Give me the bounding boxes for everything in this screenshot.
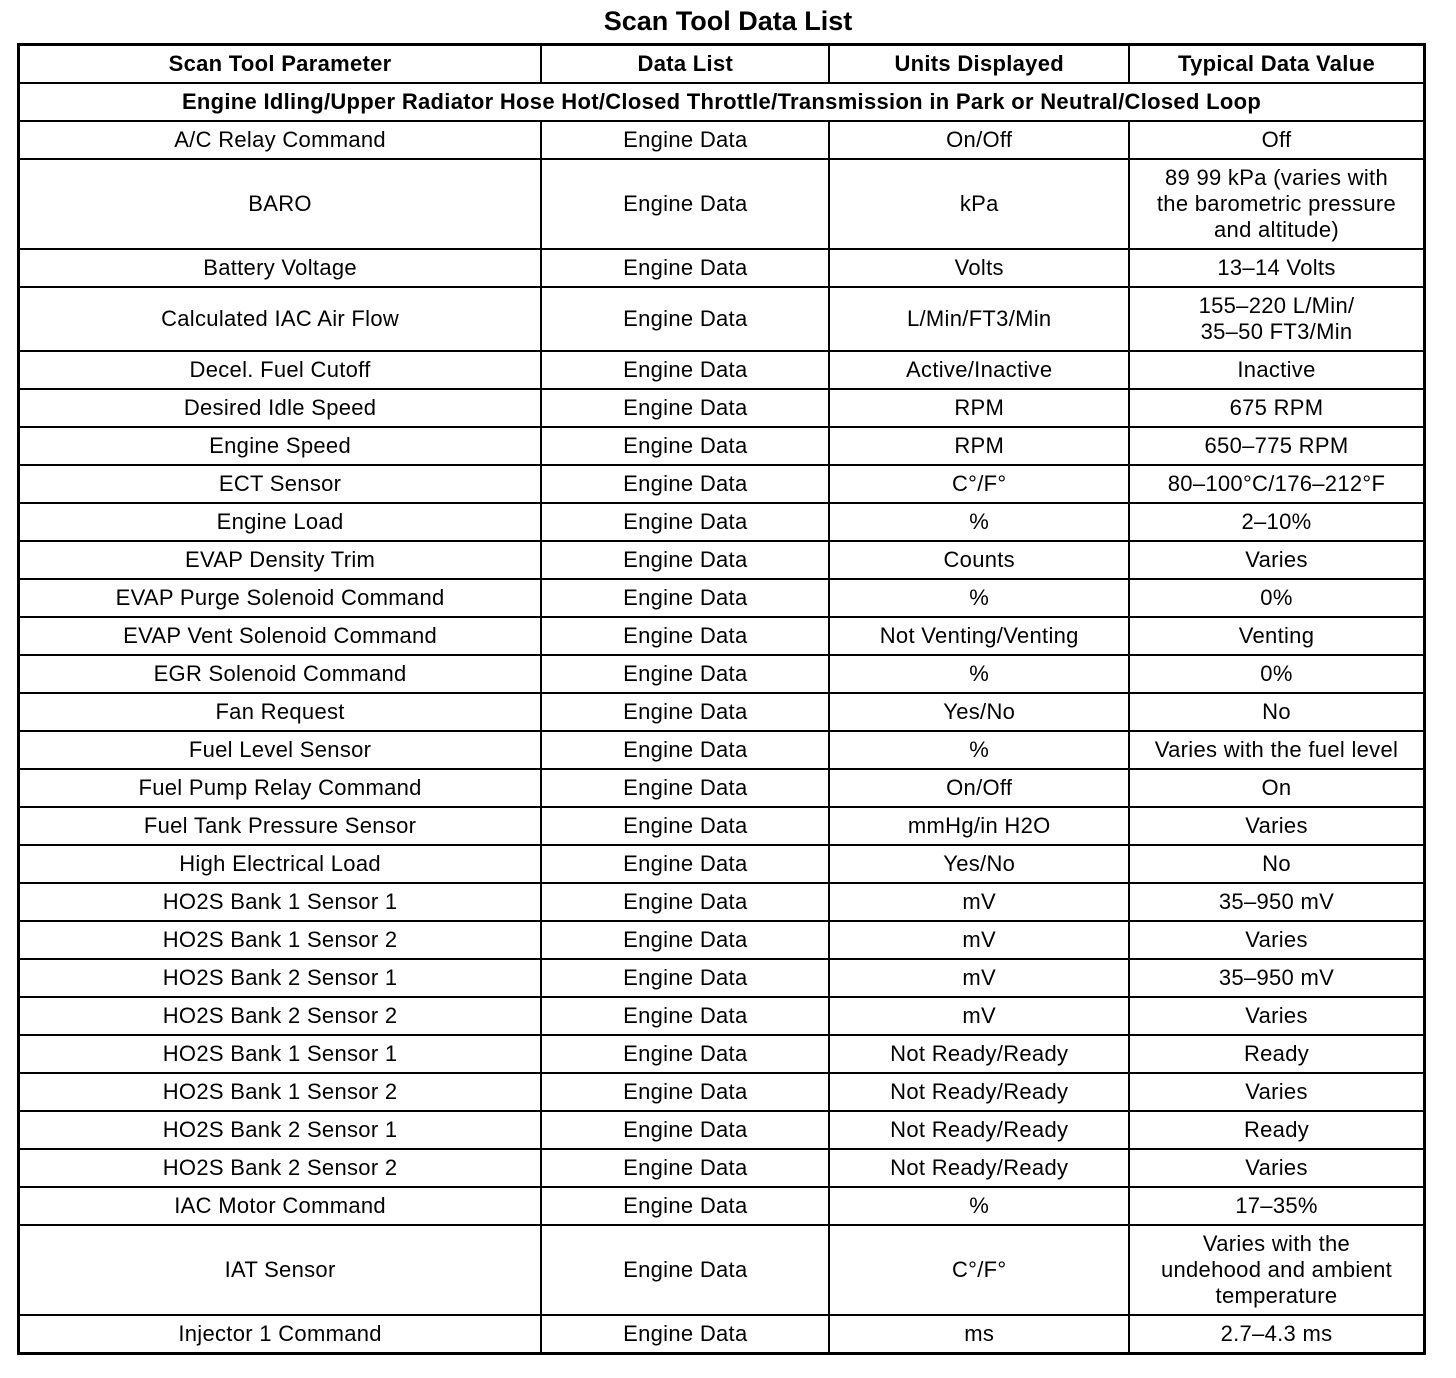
typical-value-cell: Varies — [1129, 541, 1425, 579]
table-row — [19, 883, 1425, 921]
table-row — [19, 617, 1425, 655]
typical-value-cell: 89 99 kPa (varies with the barometric pressure and altitude) — [1129, 159, 1425, 249]
parameter-cell: Fuel Pump Relay Command — [19, 769, 542, 807]
parameter-cell: Battery Voltage — [19, 249, 542, 287]
parameter-cell: EVAP Density Trim — [19, 541, 542, 579]
data-list-cell: Engine Data — [541, 1315, 829, 1354]
typical-value-cell: Off — [1129, 121, 1425, 159]
typical-value-cell: 80–100°C/176–212°F — [1129, 465, 1425, 503]
parameter-cell: EGR Solenoid Command — [19, 655, 542, 693]
data-list-cell: Engine Data — [541, 287, 829, 351]
typical-value-cell: 155–220 L/Min/ 35–50 FT3/Min — [1129, 287, 1425, 351]
table-row — [19, 959, 1425, 997]
parameter-cell: BARO — [19, 159, 542, 249]
units-cell: Not Ready/Ready — [829, 1111, 1129, 1149]
parameter-cell: Fan Request — [19, 693, 542, 731]
typical-value-cell: 35–950 mV — [1129, 883, 1425, 921]
parameter-cell: ECT Sensor — [19, 465, 542, 503]
parameter-cell: HO2S Bank 1 Sensor 2 — [19, 1073, 542, 1111]
typical-value-cell: Varies — [1129, 997, 1425, 1035]
table-row — [19, 1035, 1425, 1073]
units-cell: On/Off — [829, 121, 1129, 159]
table-row — [19, 845, 1425, 883]
table-row — [19, 503, 1425, 541]
units-cell: mV — [829, 921, 1129, 959]
data-list-cell: Engine Data — [541, 1035, 829, 1073]
table-row — [19, 655, 1425, 693]
data-list-cell: Engine Data — [541, 731, 829, 769]
parameter-cell: HO2S Bank 1 Sensor 1 — [19, 883, 542, 921]
typical-value-cell: Ready — [1129, 1111, 1425, 1149]
table-row — [19, 579, 1425, 617]
data-list-cell: Engine Data — [541, 655, 829, 693]
parameter-cell: A/C Relay Command — [19, 121, 542, 159]
table-row — [19, 287, 1425, 351]
data-list-cell: Engine Data — [541, 959, 829, 997]
units-cell: % — [829, 579, 1129, 617]
typical-value-cell: 17–35% — [1129, 1187, 1425, 1225]
data-list-cell: Engine Data — [541, 427, 829, 465]
parameter-cell: HO2S Bank 2 Sensor 1 — [19, 959, 542, 997]
units-cell: Yes/No — [829, 693, 1129, 731]
units-cell: C°/F° — [829, 1225, 1129, 1315]
table-row — [19, 997, 1425, 1035]
units-cell: % — [829, 503, 1129, 541]
units-cell: RPM — [829, 389, 1129, 427]
table-row — [19, 769, 1425, 807]
units-cell: L/Min/FT3/Min — [829, 287, 1129, 351]
typical-value-cell: 0% — [1129, 655, 1425, 693]
column-header-units: Units Displayed — [829, 45, 1129, 84]
typical-value-cell: Inactive — [1129, 351, 1425, 389]
data-list-cell: Engine Data — [541, 693, 829, 731]
table-row — [19, 1225, 1425, 1315]
typical-value-cell: 2–10% — [1129, 503, 1425, 541]
data-list-cell: Engine Data — [541, 769, 829, 807]
table-row — [19, 389, 1425, 427]
parameter-cell: HO2S Bank 2 Sensor 1 — [19, 1111, 542, 1149]
parameter-cell: HO2S Bank 2 Sensor 2 — [19, 1149, 542, 1187]
typical-value-cell: Varies — [1129, 1149, 1425, 1187]
units-cell: mmHg/in H2O — [829, 807, 1129, 845]
units-cell: mV — [829, 959, 1129, 997]
data-list-cell: Engine Data — [541, 579, 829, 617]
parameter-cell: HO2S Bank 1 Sensor 1 — [19, 1035, 542, 1073]
table-row — [19, 121, 1425, 159]
parameter-cell: Injector 1 Command — [19, 1315, 542, 1354]
parameter-cell: Decel. Fuel Cutoff — [19, 351, 542, 389]
typical-value-cell: Varies — [1129, 921, 1425, 959]
parameter-cell: IAT Sensor — [19, 1225, 542, 1315]
typical-value-cell: Ready — [1129, 1035, 1425, 1073]
column-header-typical-value: Typical Data Value — [1129, 45, 1425, 84]
parameter-cell: IAC Motor Command — [19, 1187, 542, 1225]
data-list-cell: Engine Data — [541, 121, 829, 159]
data-list-cell: Engine Data — [541, 617, 829, 655]
column-header-data-list: Data List — [541, 45, 829, 84]
units-cell: RPM — [829, 427, 1129, 465]
typical-value-cell: Venting — [1129, 617, 1425, 655]
data-list-cell: Engine Data — [541, 845, 829, 883]
data-list-cell: Engine Data — [541, 883, 829, 921]
typical-value-cell: 675 RPM — [1129, 389, 1425, 427]
table-row — [19, 731, 1425, 769]
typical-value-cell: 13–14 Volts — [1129, 249, 1425, 287]
parameter-cell: Engine Load — [19, 503, 542, 541]
parameter-cell: Fuel Level Sensor — [19, 731, 542, 769]
units-cell: Active/Inactive — [829, 351, 1129, 389]
table-row — [19, 159, 1425, 249]
units-cell: % — [829, 1187, 1129, 1225]
units-cell: Not Venting/Venting — [829, 617, 1129, 655]
typical-value-cell: On — [1129, 769, 1425, 807]
data-list-cell: Engine Data — [541, 807, 829, 845]
units-cell: kPa — [829, 159, 1129, 249]
table-row — [19, 1187, 1425, 1225]
table-row — [19, 807, 1425, 845]
units-cell: % — [829, 655, 1129, 693]
section-heading: Engine Idling/Upper Radiator Hose Hot/Closed Throttle/Transmission in Park or Neutral/Closed Loop — [19, 83, 1425, 121]
table-row — [19, 1073, 1425, 1111]
units-cell: Not Ready/Ready — [829, 1073, 1129, 1111]
header-row — [19, 45, 1425, 84]
units-cell: ms — [829, 1315, 1129, 1354]
parameter-cell: High Electrical Load — [19, 845, 542, 883]
data-list-cell: Engine Data — [541, 159, 829, 249]
parameter-cell: Calculated IAC Air Flow — [19, 287, 542, 351]
units-cell: On/Off — [829, 769, 1129, 807]
parameter-cell: Fuel Tank Pressure Sensor — [19, 807, 542, 845]
table-row — [19, 1111, 1425, 1149]
data-list-cell: Engine Data — [541, 249, 829, 287]
parameter-cell: EVAP Vent Solenoid Command — [19, 617, 542, 655]
units-cell: Not Ready/Ready — [829, 1149, 1129, 1187]
data-list-cell: Engine Data — [541, 351, 829, 389]
table-row — [19, 465, 1425, 503]
document-title: Scan Tool Data List — [603, 6, 853, 36]
table-row — [19, 541, 1425, 579]
typical-value-cell: 650–775 RPM — [1129, 427, 1425, 465]
column-header-parameter: Scan Tool Parameter — [19, 45, 542, 84]
table-row — [19, 921, 1425, 959]
units-cell: Not Ready/Ready — [829, 1035, 1129, 1073]
typical-value-cell: Varies — [1129, 1073, 1425, 1111]
typical-value-cell: 35–950 mV — [1129, 959, 1425, 997]
section-row — [19, 83, 1425, 121]
data-list-cell: Engine Data — [541, 921, 829, 959]
scan-tool-data-table — [17, 43, 1426, 1355]
table-row — [19, 249, 1425, 287]
typical-value-cell: 0% — [1129, 579, 1425, 617]
data-list-cell: Engine Data — [541, 389, 829, 427]
table-row — [19, 351, 1425, 389]
units-cell: Volts — [829, 249, 1129, 287]
data-list-cell: Engine Data — [541, 503, 829, 541]
units-cell: C°/F° — [829, 465, 1129, 503]
data-list-cell: Engine Data — [541, 1149, 829, 1187]
units-cell: Yes/No — [829, 845, 1129, 883]
typical-value-cell: Varies — [1129, 807, 1425, 845]
parameter-cell: HO2S Bank 1 Sensor 2 — [19, 921, 542, 959]
data-list-cell: Engine Data — [541, 997, 829, 1035]
data-list-cell: Engine Data — [541, 1073, 829, 1111]
parameter-cell: Engine Speed — [19, 427, 542, 465]
data-list-cell: Engine Data — [541, 541, 829, 579]
data-list-cell: Engine Data — [541, 1225, 829, 1315]
units-cell: % — [829, 731, 1129, 769]
parameter-cell: Desired Idle Speed — [19, 389, 542, 427]
units-cell: mV — [829, 997, 1129, 1035]
typical-value-cell: 2.7–4.3 ms — [1129, 1315, 1425, 1354]
units-cell: Counts — [829, 541, 1129, 579]
typical-value-cell: No — [1129, 845, 1425, 883]
units-cell: mV — [829, 883, 1129, 921]
typical-value-cell: Varies with the undehood and ambient temperature — [1129, 1225, 1425, 1315]
table-row — [19, 1149, 1425, 1187]
parameter-cell: EVAP Purge Solenoid Command — [19, 579, 542, 617]
typical-value-cell: Varies with the fuel level — [1129, 731, 1425, 769]
data-list-cell: Engine Data — [541, 465, 829, 503]
table-row — [19, 693, 1425, 731]
table-row — [19, 1315, 1425, 1354]
typical-value-cell: No — [1129, 693, 1425, 731]
table-row — [19, 427, 1425, 465]
data-list-cell: Engine Data — [541, 1111, 829, 1149]
parameter-cell: HO2S Bank 2 Sensor 2 — [19, 997, 542, 1035]
data-list-cell: Engine Data — [541, 1187, 829, 1225]
